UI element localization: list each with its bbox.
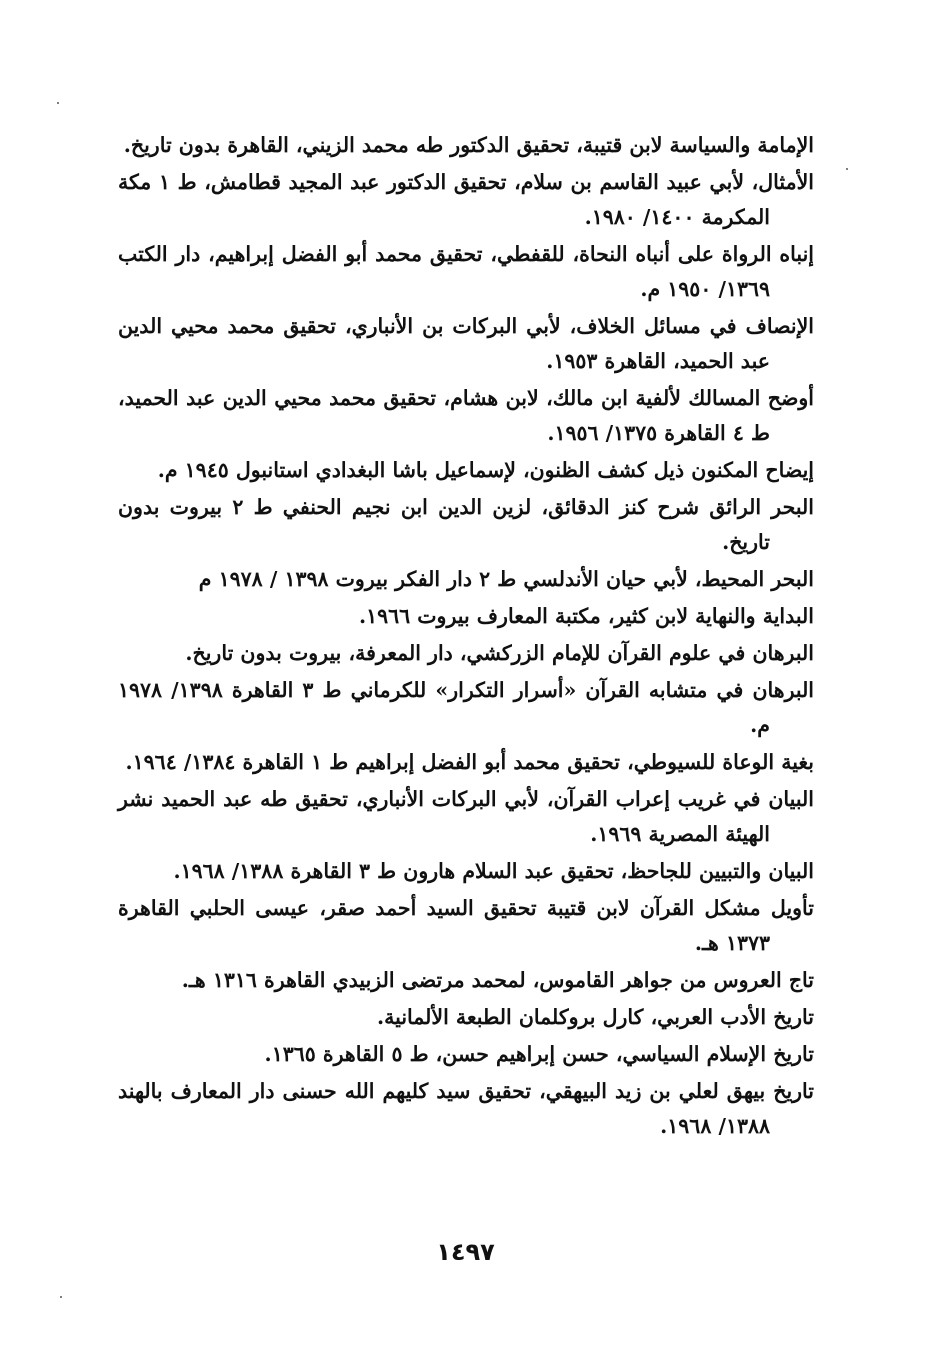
bibliography-entry: تاريخ الإسلام السياسي، حسن إبراهيم حسن، ط ٥ القاهرة ١٣٦٥. <box>264 1042 814 1066</box>
bibliography-entry: تاج العروس من جواهر القاموس، لمحمد مرتضى الزبيدي القاهرة ١٣١٦ هـ. <box>181 968 814 992</box>
bibliography-entry: الإمامة والسياسة لابن قتيبة، تحقيق الدكتور طه محمد الزيني، القاهرة بدون تاريخ. <box>123 133 814 157</box>
bibliography-entry: البرهان في متشابه القرآن «أسرار التكرار» للكرماني ط ٣ القاهرة ١٣٩٨/ ١٩٧٨ م. <box>118 678 815 737</box>
bibliography-list <box>118 128 814 1146</box>
scan-speck <box>60 1296 62 1298</box>
bibliography-entry: الإنصاف في مسائل الخلاف، لأبي البركات بن الأنباري، تحقيق محمد محيي الدين عبد الحميد، القاهرة ١٩٥٣. <box>118 314 814 373</box>
bibliography-entry: تأويل مشكل القرآن لابن قتيبة تحقيق السيد أحمد صقر، عيسى الحلبي القاهرة ١٣٧٣ هـ. <box>118 896 814 955</box>
scan-speck <box>57 102 59 104</box>
page-number: ١٤٩٧ <box>436 1238 495 1266</box>
bibliography-entry: تاريخ بيهق لعلي بن زيد البيهقي، تحقيق سيد كليهم الله حسنى دار المعارف بالهند ١٣٨٨/ ١٩٦٨. <box>118 1079 814 1138</box>
scan-speck <box>846 168 848 170</box>
bibliography-entry: البحر المحيط، لأبي حيان الأندلسي ط ٢ دار الفكر بيروت ١٣٩٨ / ١٩٧٨ م <box>198 567 814 591</box>
bibliography-entry: البداية والنهاية لابن كثير، مكتبة المعارف بيروت ١٩٦٦. <box>358 604 814 628</box>
bibliography-entry: بغية الوعاة للسيوطي، تحقيق محمد أبو الفضل إبراهيم ط ١ القاهرة ١٣٨٤/ ١٩٦٤. <box>125 750 814 774</box>
bibliography-entry: البيان في غريب إعراب القرآن، لأبي البركات الأنباري، تحقيق طه عبد الحميد نشر الهيئة المصرية ١٩٦٩. <box>118 787 814 846</box>
bibliography-entry: البرهان في علوم القرآن للإمام الزركشي، دار المعرفة، بيروت بدون تاريخ. <box>185 641 814 665</box>
bibliography-entry: إيضاح المكنون ذيل كشف الظنون، لإسماعيل باشا البغدادي استانبول ١٩٤٥ م. <box>157 458 814 482</box>
bibliography-entry: البيان والتبيين للجاحظ، تحقيق عبد السلام هارون ط ٣ القاهرة ١٣٨٨/ ١٩٦٨. <box>173 859 814 883</box>
bibliography-entry: البحر الرائق شرح كنز الدقائق، لزين الدين ابن نجيم الحنفي ط ٢ بيروت بدون تاريخ. <box>118 495 814 554</box>
bibliography-entry: إنباه الرواة على أنباه النحاة، للقفطي، تحقيق محمد أبو الفضل إبراهيم، دار الكتب ١٣٦٩/ ١٩٥٠ م. <box>118 242 814 301</box>
bibliography-entry: أوضح المسالك لألفية ابن مالك، لابن هشام، تحقيق محمد محيي الدين عبد الحميد، ط ٤ القاهرة ١٣٧٥/ ١٩٥٦. <box>118 386 814 445</box>
bibliography-entry: تاريخ الأدب العربي، كارل بروكلمان الطبعة الألمانية. <box>377 1005 814 1029</box>
bibliography-entry: الأمثال، لأبي عبيد القاسم بن سلام، تحقيق الدكتور عبد المجيد قطامش، ط ١ مكة المكرمة ١٤٠٠/ ١٩٨٠. <box>118 170 814 229</box>
